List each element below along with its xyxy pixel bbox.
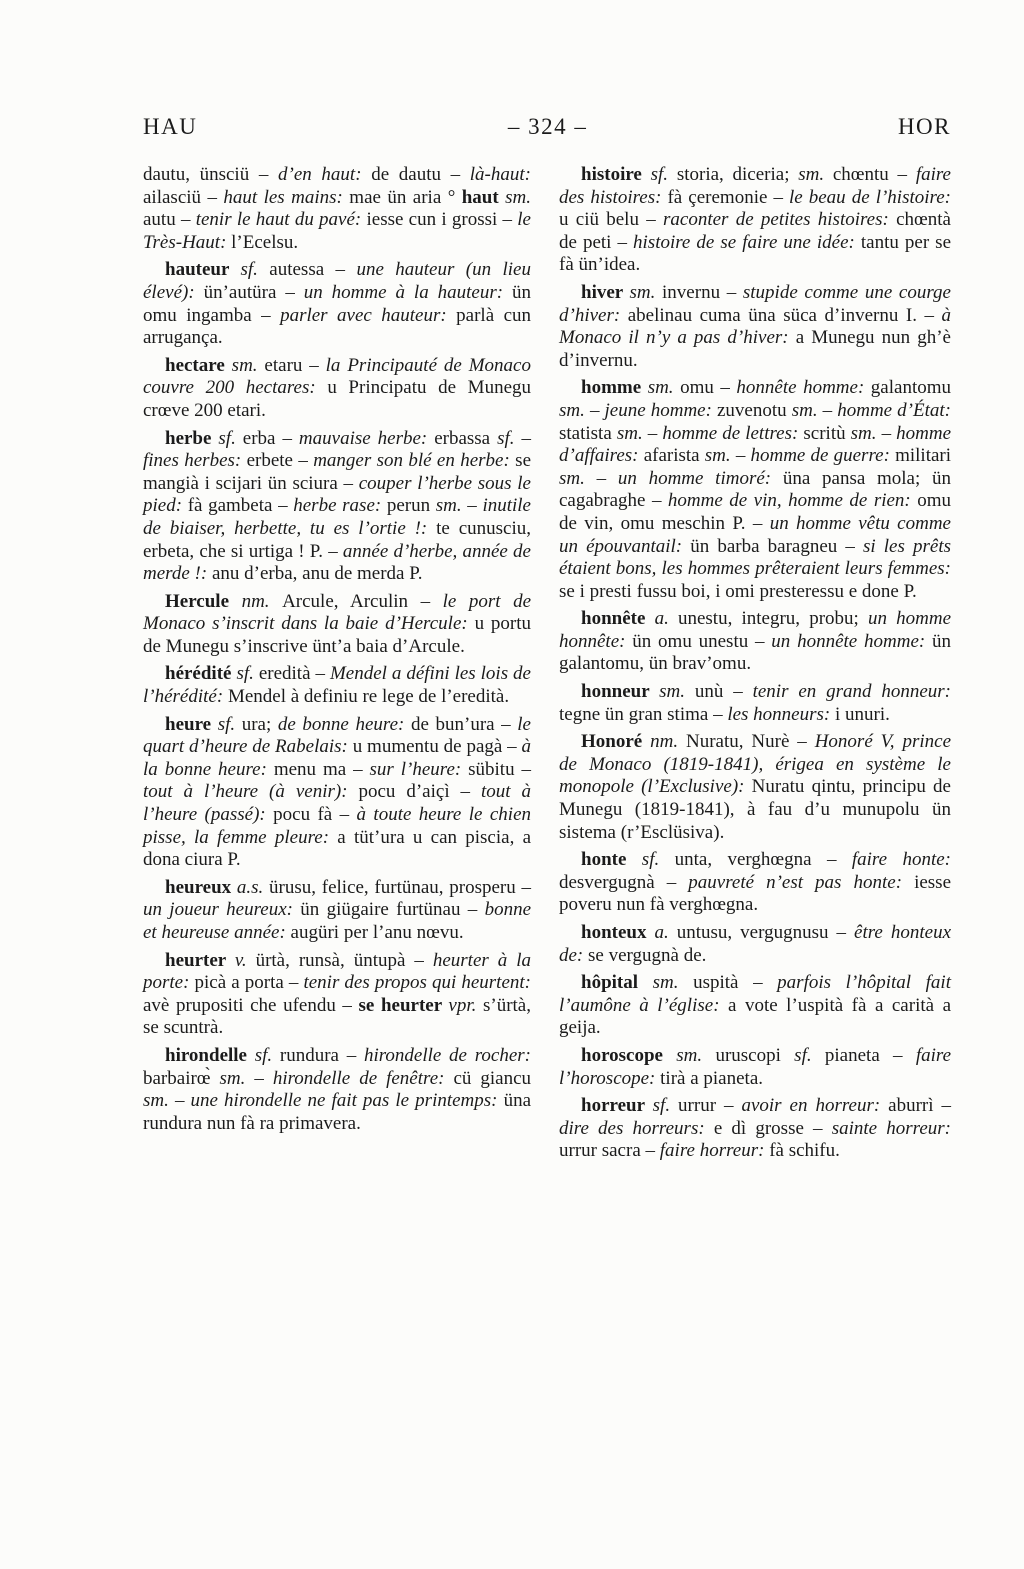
dictionary-content: [143, 164, 951, 1168]
entry-hercule: Hercule nm. Arcule, Arculin – le port de Monaco s’inscrit dans la baie d’Hercule: u portu de Munegu s’inscrive ünt’a baia d’Arcule.: [143, 590, 532, 657]
entry-heurter: heurter v. ürtà, runsà, üntupà – heurter à la porte: picà a porta – tenir des propos qui heurtent: avè prupositi che ufendu – se heurter vpr. s’ürtà, se scuntrà.: [143, 949, 532, 1039]
entry-horoscope: horoscope sm. uruscopi sf. pianeta – faire l’horoscope: tirà a pianeta.: [559, 1044, 952, 1089]
column-left: [143, 164, 531, 1168]
entry-haut-continuation: dautu, ünsciü – d’en haut: de dautu – là-haut: ailasciü – haut les mains: mae ün aria ° haut sm. autu – tenir le haut du pavé: iesse cun i grossi – le Très-Haut: l’Ecelsu.: [143, 164, 531, 253]
entry-heredite: hérédité sf. eredità – Mendel a défini les lois de l’hérédité: Mendel à definiu re lege de l’eredità.: [143, 663, 531, 708]
entry-horreur: horreur sf. urrur – avoir en horreur: aburrì – dire des horreurs: e dì grosse – sainte horreur: urrur sacra – faire horreur: fà schifu.: [559, 1095, 951, 1162]
column-right: [559, 164, 951, 1168]
entry-honneur: honneur sm. unù – tenir en grand honneur: tegne ün gran stima – les honneurs: i unuri.: [559, 681, 951, 725]
entry-honnete: honnête a. unestu, integru, probu; un homme honnête: ün omu unestu – un honnête homme: ün galantomu, ün brav’omu.: [559, 608, 951, 675]
entry-honteux: honteux a. untusu, vergugnusu – être honteux de: se vergugnà de.: [559, 922, 952, 966]
page-number: – 324 –: [507, 114, 588, 139]
entry-hectare: hectare sm. etaru – la Principauté de Monaco couvre 200 hectares: u Principatu de Munegu crœve 200 etari.: [143, 354, 531, 421]
entry-heureux: heureux a.s. ürusu, felice, furtünau, prosperu – un joueur heureux: ün giügaire furtünau – bonne et heureuse année: augüri per l’anu nœvu.: [143, 876, 532, 943]
entry-hauteur: hauteur sf. autessa – une hauteur (un lieu élevé): ün’autüra – un homme à la hauteur: ün omu ingamba – parler avec hauteur: parlà cun arrugança.: [143, 259, 532, 349]
entry-histoire: histoire sf. storia, diceria; sm. chœntu – faire des histoires: fà çeremonie – le beau de l’histoire: u ciü belu – raconter de petites histoires: chœntà de peti – histoire de se faire une idée: tantu per se fà ün’idea.: [559, 164, 952, 276]
guide-word-right: HOR: [897, 114, 951, 139]
entry-honte: honte sf. unta, verghœgna – faire honte: desvergugnà – pauvreté n’est pas honte: iesse poveru nun fà verghœgna.: [559, 849, 951, 916]
entry-hirondelle: hirondelle sf. rundura – hirondelle de rocher: barbairœ̀ sm. – hirondelle de fenêtre: cü giancu sm. – une hirondelle ne fait pas le printemps: üna rundura nun fà ra primavera.: [143, 1044, 532, 1134]
page-header: [143, 114, 951, 140]
entry-herbe: herbe sf. erba – mauvaise herbe: erbassa sf. – fines herbes: erbete – manger son blé en herbe: se mangià i scijari ün sciura – couper l’herbe sous le pied: fà gambeta – herbe rase: perun sm. – inutile de biaiser, herbette, tu es l’ortie !: te cunusciu, erbeta, che si urtiga ! P. – année d’herbe, année de merde !: anu d’erba, anu de merda P.: [143, 427, 531, 585]
guide-word-left: HAU: [143, 114, 198, 139]
entry-heure: heure sf. ura; de bonne heure: de bun’ura – le quart d’heure de Rabelais: u mumentu de pagà – à la bonne heure: menu ma – sur l’heure: sübitu – tout à l’heure (à venir): pocu d’aiçì – tout à l’heure (passé): pocu fà – à toute heure le chien pisse, la femme pleure: a tüt’ura u can piscia, a dona ciura P.: [143, 713, 532, 871]
entry-homme: homme sm. omu – honnête homme: galantomu sm. – jeune homme: zuvenotu sm. – homme d’État: statista sm. – homme de lettres: scritù sm. – homme d’affaires: afarista sm. – homme de guerre: militari sm. – un homme timoré: üna pansa mola; ün cagabraghe – homme de vin, homme de rien: omu de vin, omu meschin P. – un homme vêtu comme un épouvantail: ün barba baragneu – si les prêts étaient bons, les hommes prêteraient leurs femmes: se i presti fussu boi, i omi presteressu e done P.: [559, 377, 952, 602]
entry-hopital: hôpital sm. uspità – parfois l’hôpital fait l’aumône à l’église: a vote l’uspità fà a carità a geija.: [559, 972, 951, 1039]
entry-honore: Honoré nm. Nuratu, Nurè – Honoré V, prince de Monaco (1819-1841), érigea en système le monopole (l’Exclusive): Nuratu qintu, principu de Munegu (1819-1841), à fau d’u munupolu ün sistema (r’Esclüsiva).: [559, 731, 951, 843]
entry-hiver: hiver sm. invernu – stupide comme une courge d’hiver: abelinau cuma üna süca d’invernu I. – à Monaco il n’y a pas d’hiver: a Munegu nun gh’è d’invernu.: [559, 281, 951, 371]
